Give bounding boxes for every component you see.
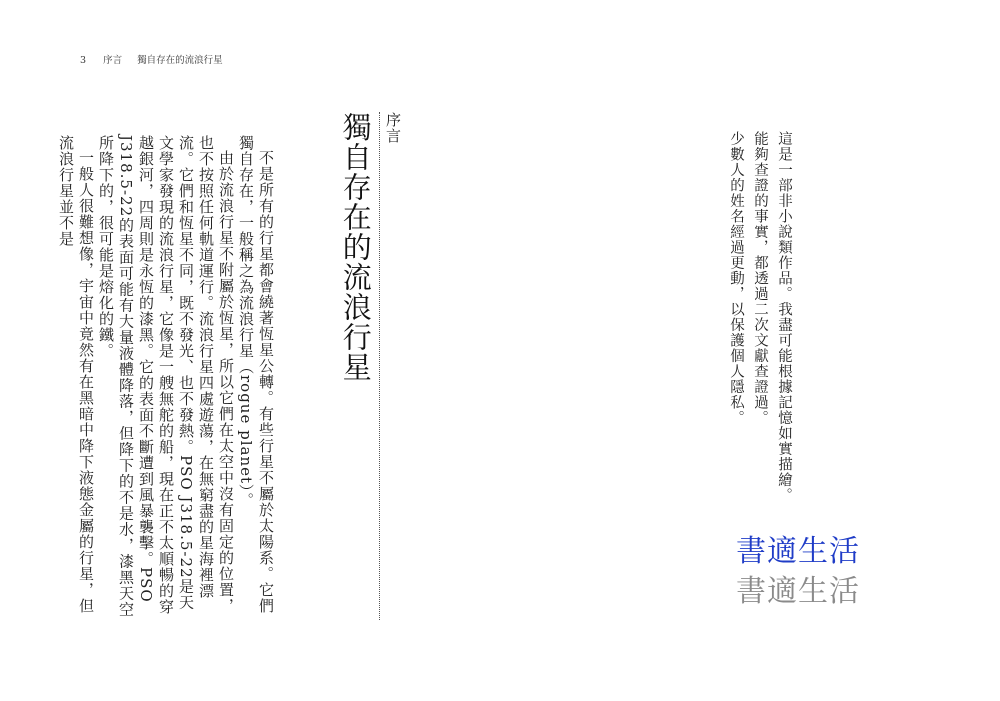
page-number: 3 (80, 55, 87, 66)
header-section: 序言 (103, 55, 123, 66)
body-paragraph: 不是所有的行星都會繞著恆星公轉。有些行星不屬於太陽系。它們獨自存在，一般稱之為流浪行星（rogue planet）。 (237, 135, 275, 614)
header-chapter: 獨自存在的流浪行星 (137, 55, 223, 66)
author-note (724, 131, 796, 503)
body-paragraph: 由於流浪行星不附屬於恆星，所以它們在太空中沒有固定的位置，也不按照任何軌道運行。流浪行星四處遊蕩，在無窮盡的星海裡漂流。它們和恆星不同，既不發光、也不發熱。PSO J318.5-22是天文學家發現的流浪行星，它像是一艘無舵的船，現在正不太順暢的穿越銀河，四周則是永恆的漆黑。它的表面不斷遭到風暴襲擊。PSO J318.5-22的表面可能有大量液體降落，但降下的不是水，漆黑天空所降下的，很可能是熔化的鐵。 (97, 135, 235, 618)
section-label: 序言 (384, 112, 402, 144)
body-text (57, 135, 276, 620)
dotted-divider (379, 112, 380, 620)
body-paragraph: 一般人很難想像，宇宙中竟然有在黑暗中降下液態金屬的行星，但流浪行星並不是 (57, 135, 95, 614)
chapter-title: 獨自存在的流浪行星 (338, 112, 373, 382)
watermark-logo-blue: 書適生活 (736, 534, 860, 569)
watermark-logo-gray: 書適生活 (736, 574, 860, 609)
author-note-line: 能夠查證的事實，都透過二次文獻查證過。 (752, 131, 768, 426)
author-note-line: 少數人的姓名經過更動，以保護個人隱私。 (728, 131, 744, 426)
running-header (80, 52, 223, 66)
author-note-line: 這是一部非小說類作品。我盡可能根據記憶如實描繪。 (776, 131, 792, 503)
